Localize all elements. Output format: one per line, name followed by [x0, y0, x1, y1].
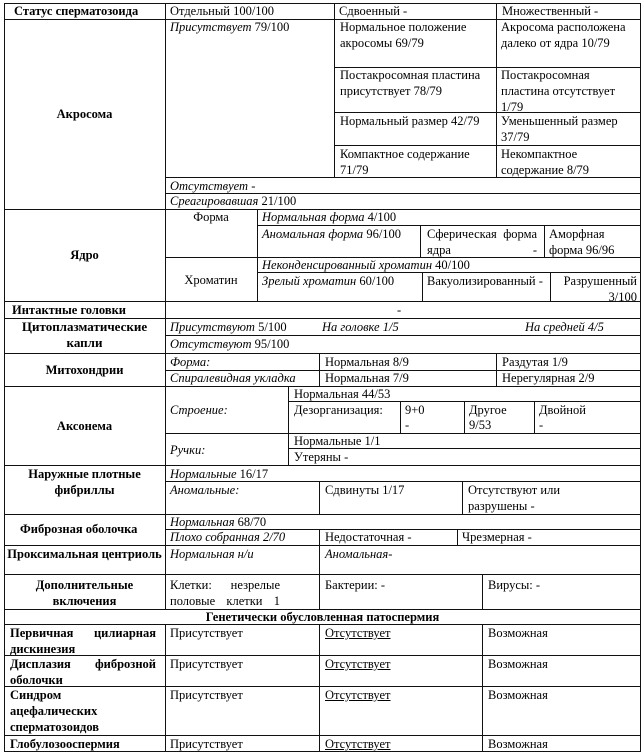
rule [4, 514, 641, 515]
rule [482, 574, 483, 609]
cyto-on-middle-value: 4/5 [587, 320, 604, 334]
axoneme-9-0: 9+0 [405, 403, 425, 417]
genetic-absent: Отсутствует [325, 626, 391, 640]
acrosome-far: Акросома расположена далеко от ядра 10/79 [501, 20, 626, 50]
rule [640, 3, 641, 751]
chromatin-destroyed: Разрушенный 3/100 [563, 274, 637, 304]
genetic-present: Присутствует [170, 737, 243, 751]
genetic-present: Присутствует [170, 657, 243, 671]
rule [462, 481, 463, 514]
rule [482, 624, 483, 751]
uncondensed-value: 40/100 [435, 258, 470, 272]
fibrous-normal [170, 514, 266, 530]
intact-heads-label: Интактные головки [12, 303, 127, 317]
rule [288, 386, 289, 465]
genetic-possible: Возможная [488, 657, 548, 671]
cyto-present [170, 319, 287, 335]
nucleus-abnormal-form [262, 226, 412, 242]
mito-normal: Нормальная 8/9 [325, 355, 409, 369]
cyto-absent [170, 336, 289, 352]
outer-shifted: Сдвинуты 1/17 [325, 483, 405, 497]
rule [319, 529, 320, 545]
rule [165, 624, 166, 751]
rule [496, 353, 497, 386]
outer-abnormal: Аномальные: [170, 483, 240, 497]
genetic-absent: Отсутствует [325, 657, 391, 671]
acrosome-present [170, 19, 289, 35]
axoneme-disorganization: Дезорганизация: [294, 403, 383, 417]
rule [457, 529, 458, 545]
cyto-on-middle-label: На средней [525, 320, 585, 334]
acrosome-reacted [170, 193, 296, 209]
genetic-absent: Отсутствует [325, 688, 391, 702]
inclusions-cells: Клетки: незрелые половые клетки 1 [170, 578, 280, 608]
cyto-absent-label: Отсутствуют [170, 337, 252, 351]
rule [334, 19, 335, 177]
mito-swollen: Раздутая 1/9 [502, 355, 568, 369]
fibrous-label: Фиброзная оболочка [20, 522, 138, 536]
rule [400, 401, 401, 433]
fibrous-poor-value: 2/70 [262, 530, 286, 544]
rule [165, 433, 641, 434]
intact-heads-value: - [397, 303, 402, 317]
centriole-label: Проксимальная центриоль [7, 547, 162, 561]
rule [496, 3, 497, 19]
genetic-row-label: Синдром ацефалических сперматозоидов [10, 688, 100, 734]
genetic-row-label: Первичная цилиарная дискинезия [10, 626, 156, 656]
acrosome-present-value: 79/100 [254, 20, 290, 34]
acrosome-present-label: Присутствует [170, 20, 252, 34]
rule [319, 481, 320, 514]
fibrous-normal-label: Нормальная [170, 515, 235, 529]
cyto-present-label: Присутствуют [170, 320, 255, 334]
rule [544, 225, 545, 257]
cyto-on-middle [525, 319, 604, 335]
nucleus-form-label: Форма [193, 210, 229, 224]
acrosome-compact: Компактное содержание 71/79 [340, 147, 470, 177]
mature-label: Зрелый хроматин [262, 274, 357, 288]
axoneme-9-0-value: - [405, 418, 410, 432]
genetic-present: Присутствует [170, 688, 243, 702]
rule [4, 574, 641, 575]
header-double: Сдвоенный - [339, 4, 408, 18]
acrosome-absent [170, 178, 255, 194]
chromatin-mature [262, 273, 394, 289]
acrosome-absent-label: Отсутствует [170, 179, 249, 193]
mature-value: 60/100 [359, 274, 395, 288]
abnormal-form-label: Аномальная форма [262, 227, 364, 241]
mito-helix: Спиралевидная укладка [170, 371, 296, 385]
acrosome-reduced-size: Уменьшенный размер 37/79 [501, 114, 618, 144]
fibrous-excessive: Чрезмерная - [462, 530, 532, 544]
abnormal-form-value: 96/100 [366, 227, 402, 241]
rule [319, 574, 320, 609]
normal-form-label: Нормальная форма [262, 210, 365, 224]
axoneme-structure: Строение: [170, 403, 228, 417]
axoneme-double-value: - [539, 418, 544, 432]
acrosome-reacted-value: 21/100 [261, 194, 297, 208]
axoneme-arms-lost: Утеряны - [294, 450, 349, 464]
rule [464, 401, 465, 433]
outer-fibers-label: Наружные плотные фибриллы [28, 467, 141, 497]
normal-form-value: 4/100 [367, 210, 397, 224]
mitochondria-label: Митохондрии [45, 363, 124, 377]
fibrous-poor-label: Плохо собранная [170, 530, 260, 544]
rule [496, 19, 497, 177]
postacrosomal-present: Постакросомная пластина присутствует 78/79 [340, 68, 481, 98]
inclusions-bacteria: Бактерии: - [325, 578, 386, 592]
outer-normal-value: 16/17 [239, 467, 269, 481]
rule [165, 3, 166, 609]
acrosome-normal-size: Нормальный размер 42/79 [340, 114, 480, 128]
axoneme-other: Другое [469, 403, 507, 417]
fibrous-insufficient: Недостаточная - [325, 530, 412, 544]
chromatin-label: Хроматин [184, 273, 238, 287]
cyto-on-head-label: На головке [322, 320, 380, 334]
header-multiple: Множественный - [502, 4, 599, 18]
nucleus-label: Ядро [70, 248, 99, 262]
postacrosomal-absent: Постакросомная пластина отсутствует 1/79 [501, 68, 616, 114]
rule [257, 209, 258, 301]
rule [319, 353, 320, 386]
mito-form: Форма: [170, 355, 211, 369]
outer-normal [170, 466, 268, 482]
genetic-row-label: Глобулозооспермия [10, 737, 120, 751]
acrosome-reacted-label: Среагировавшая [170, 194, 259, 208]
chromatin-uncondensed [262, 257, 470, 273]
genetic-possible: Возможная [488, 737, 548, 751]
chromatin-vacuolized: Вакуолизированный - [427, 274, 543, 288]
outer-absent: Отсутствуют или разрушены - [468, 483, 561, 513]
genetic-absent: Отсутствует [325, 737, 391, 751]
cyto-present-value: 5/100 [258, 320, 287, 334]
cytoplasmic-label: Цитоплазматические капли [21, 319, 148, 350]
outer-normal-label: Нормальные [170, 467, 237, 481]
rule [550, 272, 551, 301]
uncondensed-label: Неконденсированный хроматин [262, 258, 433, 272]
rule [319, 545, 320, 574]
axoneme-other-value: 9/53 [469, 418, 492, 432]
mito-helix-normal: Нормальная 7/9 [325, 371, 409, 385]
rule [420, 225, 421, 257]
genetic-present: Присутствует [170, 626, 243, 640]
genetic-row-label: Дисплазия фиброзной оболочки [10, 657, 156, 687]
acrosome-non-compact: Некомпактное содержание 8/79 [501, 147, 590, 177]
nucleus-normal-form [262, 209, 396, 225]
fibrous-normal-value: 68/70 [237, 515, 267, 529]
header-single: Отдельный 100/100 [170, 4, 275, 18]
inclusions-viruses: Вирусы: - [488, 578, 541, 592]
axoneme-arms-normal: Нормальные 1/1 [294, 434, 381, 448]
fibrous-poor [170, 529, 285, 545]
centriole-abnormal: Аномальная- [325, 547, 393, 561]
cyto-absent-value: 95/100 [254, 337, 290, 351]
centriole-normal: Нормальная н/и [170, 547, 254, 561]
nucleus-spherical: Сферическая форма ядра - [427, 227, 537, 257]
acrosome-normal-position: Нормальное положение акросомы 69/79 [340, 20, 467, 50]
genetic-title: Генетически обусловленная патоспермия [205, 610, 440, 624]
rule [319, 624, 320, 751]
inclusions-label: Дополнительные включения [35, 578, 134, 608]
header-label: Статус сперматозоида [14, 4, 139, 18]
cyto-on-head-value: 1/5 [382, 320, 399, 334]
rule [422, 272, 423, 301]
axoneme-double: Двойной [539, 403, 586, 417]
rule [534, 401, 535, 433]
genetic-possible: Возможная [488, 688, 548, 702]
axoneme-normal: Нормальная 44/53 [294, 387, 391, 401]
acrosome-label: Акросома [56, 107, 113, 121]
acrosome-absent-value: - [251, 179, 256, 193]
mito-irregular: Нерегулярная 2/9 [502, 371, 595, 385]
nucleus-amorphous: Аморфная форма 96/96 [549, 227, 615, 257]
cyto-on-head [322, 319, 399, 335]
axoneme-arms: Ручки: [170, 443, 206, 457]
genetic-possible: Возможная [488, 626, 548, 640]
axoneme-label: Аксонема [56, 419, 113, 433]
rule [334, 3, 335, 19]
